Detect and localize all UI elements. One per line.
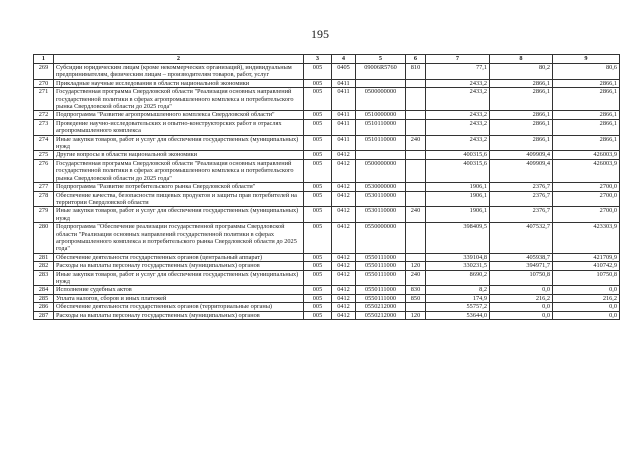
expense-type-cell xyxy=(406,79,426,87)
section-code-cell: 0411 xyxy=(332,135,356,151)
row-number-cell: 287 xyxy=(34,311,54,319)
department-code-cell: 005 xyxy=(304,64,332,80)
target-code-cell: 0530110000 xyxy=(356,207,406,223)
row-number-cell: 273 xyxy=(34,119,54,135)
target-code-cell: 0550000000 xyxy=(356,223,406,254)
row-number-cell: 281 xyxy=(34,253,54,261)
amount-cell: 2700,0 xyxy=(553,207,620,223)
header-cell: 6 xyxy=(406,55,426,64)
amount-cell: 2433,2 xyxy=(426,119,490,135)
target-code-cell: 0510110000 xyxy=(356,119,406,135)
row-number-cell: 277 xyxy=(34,183,54,191)
row-number-cell: 280 xyxy=(34,223,54,254)
amount-cell: 2866,1 xyxy=(490,88,553,111)
table-row xyxy=(34,294,620,302)
department-code-cell: 005 xyxy=(304,111,332,119)
target-code-cell xyxy=(356,151,406,159)
department-code-cell: 005 xyxy=(304,223,332,254)
section-code-cell: 0412 xyxy=(332,253,356,261)
table-row xyxy=(34,159,620,182)
target-code-cell: 0550111000 xyxy=(356,253,406,261)
amount-cell: 2433,2 xyxy=(426,79,490,87)
header-cell: 5 xyxy=(356,55,406,64)
header-row xyxy=(34,55,620,64)
amount-cell: 394971,7 xyxy=(490,262,553,270)
expense-type-cell xyxy=(406,119,426,135)
section-code-cell: 0412 xyxy=(332,183,356,191)
item-name-cell: Государственная программа Свердловской области "Реализация основных направлений государственной политики в сферах агропромышленного комплекса и потребительского рынка Свердловской области до 2025 года" xyxy=(54,159,304,182)
section-code-cell: 0405 xyxy=(332,64,356,80)
amount-cell: 2433,2 xyxy=(426,111,490,119)
expense-type-cell xyxy=(406,159,426,182)
amount-cell: 400315,6 xyxy=(426,151,490,159)
amount-cell: 0,0 xyxy=(490,303,553,311)
table-body xyxy=(34,64,620,320)
amount-cell: 1906,1 xyxy=(426,191,490,207)
amount-cell: 2866,1 xyxy=(490,79,553,87)
header-cell: 1 xyxy=(34,55,54,64)
row-number-cell: 271 xyxy=(34,88,54,111)
table-row xyxy=(34,262,620,270)
header-cell: 8 xyxy=(490,55,553,64)
item-name-cell: Обеспечение качества, безопасности пищевых продуктов и защиты прав потребителей на территории Свердловской области xyxy=(54,191,304,207)
table-row xyxy=(34,191,620,207)
row-number-cell: 279 xyxy=(34,207,54,223)
expense-type-cell xyxy=(406,183,426,191)
expense-type-cell: 830 xyxy=(406,286,426,294)
row-number-cell: 282 xyxy=(34,262,54,270)
amount-cell: 398409,5 xyxy=(426,223,490,254)
department-code-cell: 005 xyxy=(304,294,332,302)
expense-type-cell xyxy=(406,253,426,261)
amount-cell: 174,9 xyxy=(426,294,490,302)
amount-cell: 77,1 xyxy=(426,64,490,80)
table-row xyxy=(34,286,620,294)
header-cell: 2 xyxy=(54,55,304,64)
amount-cell: 2866,1 xyxy=(490,119,553,135)
budget-table xyxy=(33,54,620,320)
department-code-cell: 005 xyxy=(304,207,332,223)
row-number-cell: 276 xyxy=(34,159,54,182)
header-cell: 3 xyxy=(304,55,332,64)
department-code-cell: 005 xyxy=(304,253,332,261)
target-code-cell: 0550111000 xyxy=(356,270,406,286)
target-code-cell: 0500000000 xyxy=(356,159,406,182)
target-code-cell: 0510000000 xyxy=(356,111,406,119)
table-row xyxy=(34,135,620,151)
expense-type-cell: 850 xyxy=(406,294,426,302)
table-row xyxy=(34,64,620,80)
amount-cell: 0,0 xyxy=(553,286,620,294)
amount-cell: 0,0 xyxy=(490,286,553,294)
amount-cell: 2866,1 xyxy=(553,119,620,135)
item-name-cell: Уплата налогов, сборов и иных платежей xyxy=(54,294,304,302)
department-code-cell: 005 xyxy=(304,88,332,111)
section-code-cell: 0412 xyxy=(332,159,356,182)
amount-cell: 2433,2 xyxy=(426,88,490,111)
amount-cell: 423303,9 xyxy=(553,223,620,254)
header-cell: 4 xyxy=(332,55,356,64)
expense-type-cell xyxy=(406,191,426,207)
department-code-cell: 005 xyxy=(304,135,332,151)
department-code-cell: 005 xyxy=(304,311,332,319)
item-name-cell: Обеспечение деятельности государственных органов (центральный аппарат) xyxy=(54,253,304,261)
table-row xyxy=(34,151,620,159)
header-cell: 7 xyxy=(426,55,490,64)
amount-cell: 2866,1 xyxy=(490,135,553,151)
section-code-cell: 0411 xyxy=(332,79,356,87)
expense-type-cell: 120 xyxy=(406,311,426,319)
amount-cell: 80,2 xyxy=(490,64,553,80)
amount-cell: 2866,1 xyxy=(553,79,620,87)
item-name-cell: Другие вопросы в области национальной экономики xyxy=(54,151,304,159)
table-row xyxy=(34,223,620,254)
item-name-cell: Обеспечение деятельности государственных органов (территориальные органы) xyxy=(54,303,304,311)
page-number: 195 xyxy=(311,27,329,41)
amount-cell: 8690,2 xyxy=(426,270,490,286)
row-number-cell: 278 xyxy=(34,191,54,207)
department-code-cell: 005 xyxy=(304,262,332,270)
target-code-cell: 0550111000 xyxy=(356,262,406,270)
table-row xyxy=(34,311,620,319)
amount-cell: 2376,7 xyxy=(490,207,553,223)
item-name-cell: Прикладные научные исследования в области национальной экономики xyxy=(54,79,304,87)
amount-cell: 0,0 xyxy=(490,311,553,319)
target-code-cell: 0550212000 xyxy=(356,303,406,311)
target-code-cell: 0530000000 xyxy=(356,183,406,191)
row-number-cell: 270 xyxy=(34,79,54,87)
target-code-cell: 0550111000 xyxy=(356,294,406,302)
expense-type-cell: 240 xyxy=(406,207,426,223)
table-row xyxy=(34,253,620,261)
amount-cell: 330231,5 xyxy=(426,262,490,270)
section-code-cell: 0412 xyxy=(332,262,356,270)
amount-cell: 426003,9 xyxy=(553,151,620,159)
item-name-cell: Проведение научно-исследовательских и опытно-конструкторских работ в отраслях агропромышленного комплекса xyxy=(54,119,304,135)
table-row xyxy=(34,303,620,311)
header-cell: 9 xyxy=(553,55,620,64)
amount-cell: 2866,1 xyxy=(490,111,553,119)
target-code-cell: 0530110000 xyxy=(356,191,406,207)
amount-cell: 421709,9 xyxy=(553,253,620,261)
table-row xyxy=(34,88,620,111)
item-name-cell: Подпрограмма "Развитие потребительского рынка Свердловской области" xyxy=(54,183,304,191)
section-code-cell: 0412 xyxy=(332,151,356,159)
section-code-cell: 0412 xyxy=(332,311,356,319)
amount-cell: 2866,1 xyxy=(553,111,620,119)
target-code-cell: 09006R5760 xyxy=(356,64,406,80)
amount-cell: 0,0 xyxy=(553,303,620,311)
section-code-cell: 0412 xyxy=(332,223,356,254)
item-name-cell: Субсидии юридическим лицам (кроме некоммерческих организаций), индивидуальным предпринимателям, физическим лицам – производителям товаров, работ, услуг xyxy=(54,64,304,80)
expense-type-cell: 240 xyxy=(406,135,426,151)
row-number-cell: 275 xyxy=(34,151,54,159)
target-code-cell: 0500000000 xyxy=(356,88,406,111)
item-name-cell: Иные закупки товаров, работ и услуг для обеспечения государственных (муниципальных) нужд xyxy=(54,135,304,151)
amount-cell: 410742,9 xyxy=(553,262,620,270)
section-code-cell: 0412 xyxy=(332,270,356,286)
item-name-cell: Подпрограмма "Развитие агропромышленного комплекса Свердловской области" xyxy=(54,111,304,119)
expense-type-cell xyxy=(406,223,426,254)
amount-cell: 409909,4 xyxy=(490,159,553,182)
item-name-cell: Подпрограмма "Обеспечение реализации государственной программы Свердловской области "Реализация основных направлений государственной политики в сферах агропромышленного комплекса и потребительского рынка Свердловской области до 2025 года" xyxy=(54,223,304,254)
expense-type-cell xyxy=(406,88,426,111)
row-number-cell: 272 xyxy=(34,111,54,119)
row-number-cell: 269 xyxy=(34,64,54,80)
amount-cell: 2866,1 xyxy=(553,135,620,151)
section-code-cell: 0411 xyxy=(332,88,356,111)
department-code-cell: 005 xyxy=(304,286,332,294)
amount-cell: 80,6 xyxy=(553,64,620,80)
item-name-cell: Иные закупки товаров, работ и услуг для обеспечения государственных (муниципальных) нужд xyxy=(54,270,304,286)
amount-cell: 400315,6 xyxy=(426,159,490,182)
expense-type-cell: 810 xyxy=(406,64,426,80)
target-code-cell: 0510110000 xyxy=(356,135,406,151)
table-row xyxy=(34,79,620,87)
amount-cell: 2433,2 xyxy=(426,135,490,151)
table-row xyxy=(34,183,620,191)
target-code-cell: 0550111000 xyxy=(356,286,406,294)
target-code-cell: 0550212000 xyxy=(356,311,406,319)
expense-type-cell: 240 xyxy=(406,270,426,286)
table-row xyxy=(34,207,620,223)
amount-cell: 1906,1 xyxy=(426,183,490,191)
amount-cell: 2700,0 xyxy=(553,183,620,191)
department-code-cell: 005 xyxy=(304,270,332,286)
section-code-cell: 0411 xyxy=(332,111,356,119)
target-code-cell xyxy=(356,79,406,87)
department-code-cell: 005 xyxy=(304,191,332,207)
amount-cell: 2376,7 xyxy=(490,191,553,207)
amount-cell: 407532,7 xyxy=(490,223,553,254)
row-number-cell: 283 xyxy=(34,270,54,286)
section-code-cell: 0412 xyxy=(332,286,356,294)
amount-cell: 2866,1 xyxy=(553,88,620,111)
table-row xyxy=(34,119,620,135)
row-number-cell: 286 xyxy=(34,303,54,311)
amount-cell: 2376,7 xyxy=(490,183,553,191)
department-code-cell: 005 xyxy=(304,183,332,191)
table-row xyxy=(34,270,620,286)
item-name-cell: Расходы на выплаты персоналу государственных (муниципальных) органов xyxy=(54,311,304,319)
expense-type-cell xyxy=(406,303,426,311)
amount-cell: 405938,7 xyxy=(490,253,553,261)
item-name-cell: Государственная программа Свердловской области "Реализация основных направлений государственной политики в сферах агропромышленного комплекса и потребительского рынка Свердловской области до 2025 года" xyxy=(54,88,304,111)
item-name-cell: Расходы на выплаты персоналу государственных (муниципальных) органов xyxy=(54,262,304,270)
item-name-cell: Иные закупки товаров, работ и услуг для обеспечения государственных (муниципальных) нужд xyxy=(54,207,304,223)
department-code-cell: 005 xyxy=(304,79,332,87)
amount-cell: 1906,1 xyxy=(426,207,490,223)
amount-cell: 0,0 xyxy=(553,311,620,319)
amount-cell: 53644,0 xyxy=(426,311,490,319)
amount-cell: 8,2 xyxy=(426,286,490,294)
row-number-cell: 274 xyxy=(34,135,54,151)
department-code-cell: 005 xyxy=(304,159,332,182)
amount-cell: 426003,9 xyxy=(553,159,620,182)
section-code-cell: 0411 xyxy=(332,119,356,135)
amount-cell: 409909,4 xyxy=(490,151,553,159)
amount-cell: 216,2 xyxy=(490,294,553,302)
section-code-cell: 0412 xyxy=(332,207,356,223)
amount-cell: 339104,8 xyxy=(426,253,490,261)
row-number-cell: 285 xyxy=(34,294,54,302)
department-code-cell: 005 xyxy=(304,151,332,159)
section-code-cell: 0412 xyxy=(332,294,356,302)
department-code-cell: 005 xyxy=(304,303,332,311)
row-number-cell: 284 xyxy=(34,286,54,294)
amount-cell: 2700,0 xyxy=(553,191,620,207)
expense-type-cell xyxy=(406,111,426,119)
item-name-cell: Исполнение судебных актов xyxy=(54,286,304,294)
amount-cell: 10750,8 xyxy=(490,270,553,286)
expense-type-cell xyxy=(406,151,426,159)
department-code-cell: 005 xyxy=(304,119,332,135)
section-code-cell: 0412 xyxy=(332,191,356,207)
amount-cell: 55757,2 xyxy=(426,303,490,311)
expense-type-cell: 120 xyxy=(406,262,426,270)
table-row xyxy=(34,111,620,119)
amount-cell: 216,2 xyxy=(553,294,620,302)
section-code-cell: 0412 xyxy=(332,303,356,311)
amount-cell: 10750,8 xyxy=(553,270,620,286)
